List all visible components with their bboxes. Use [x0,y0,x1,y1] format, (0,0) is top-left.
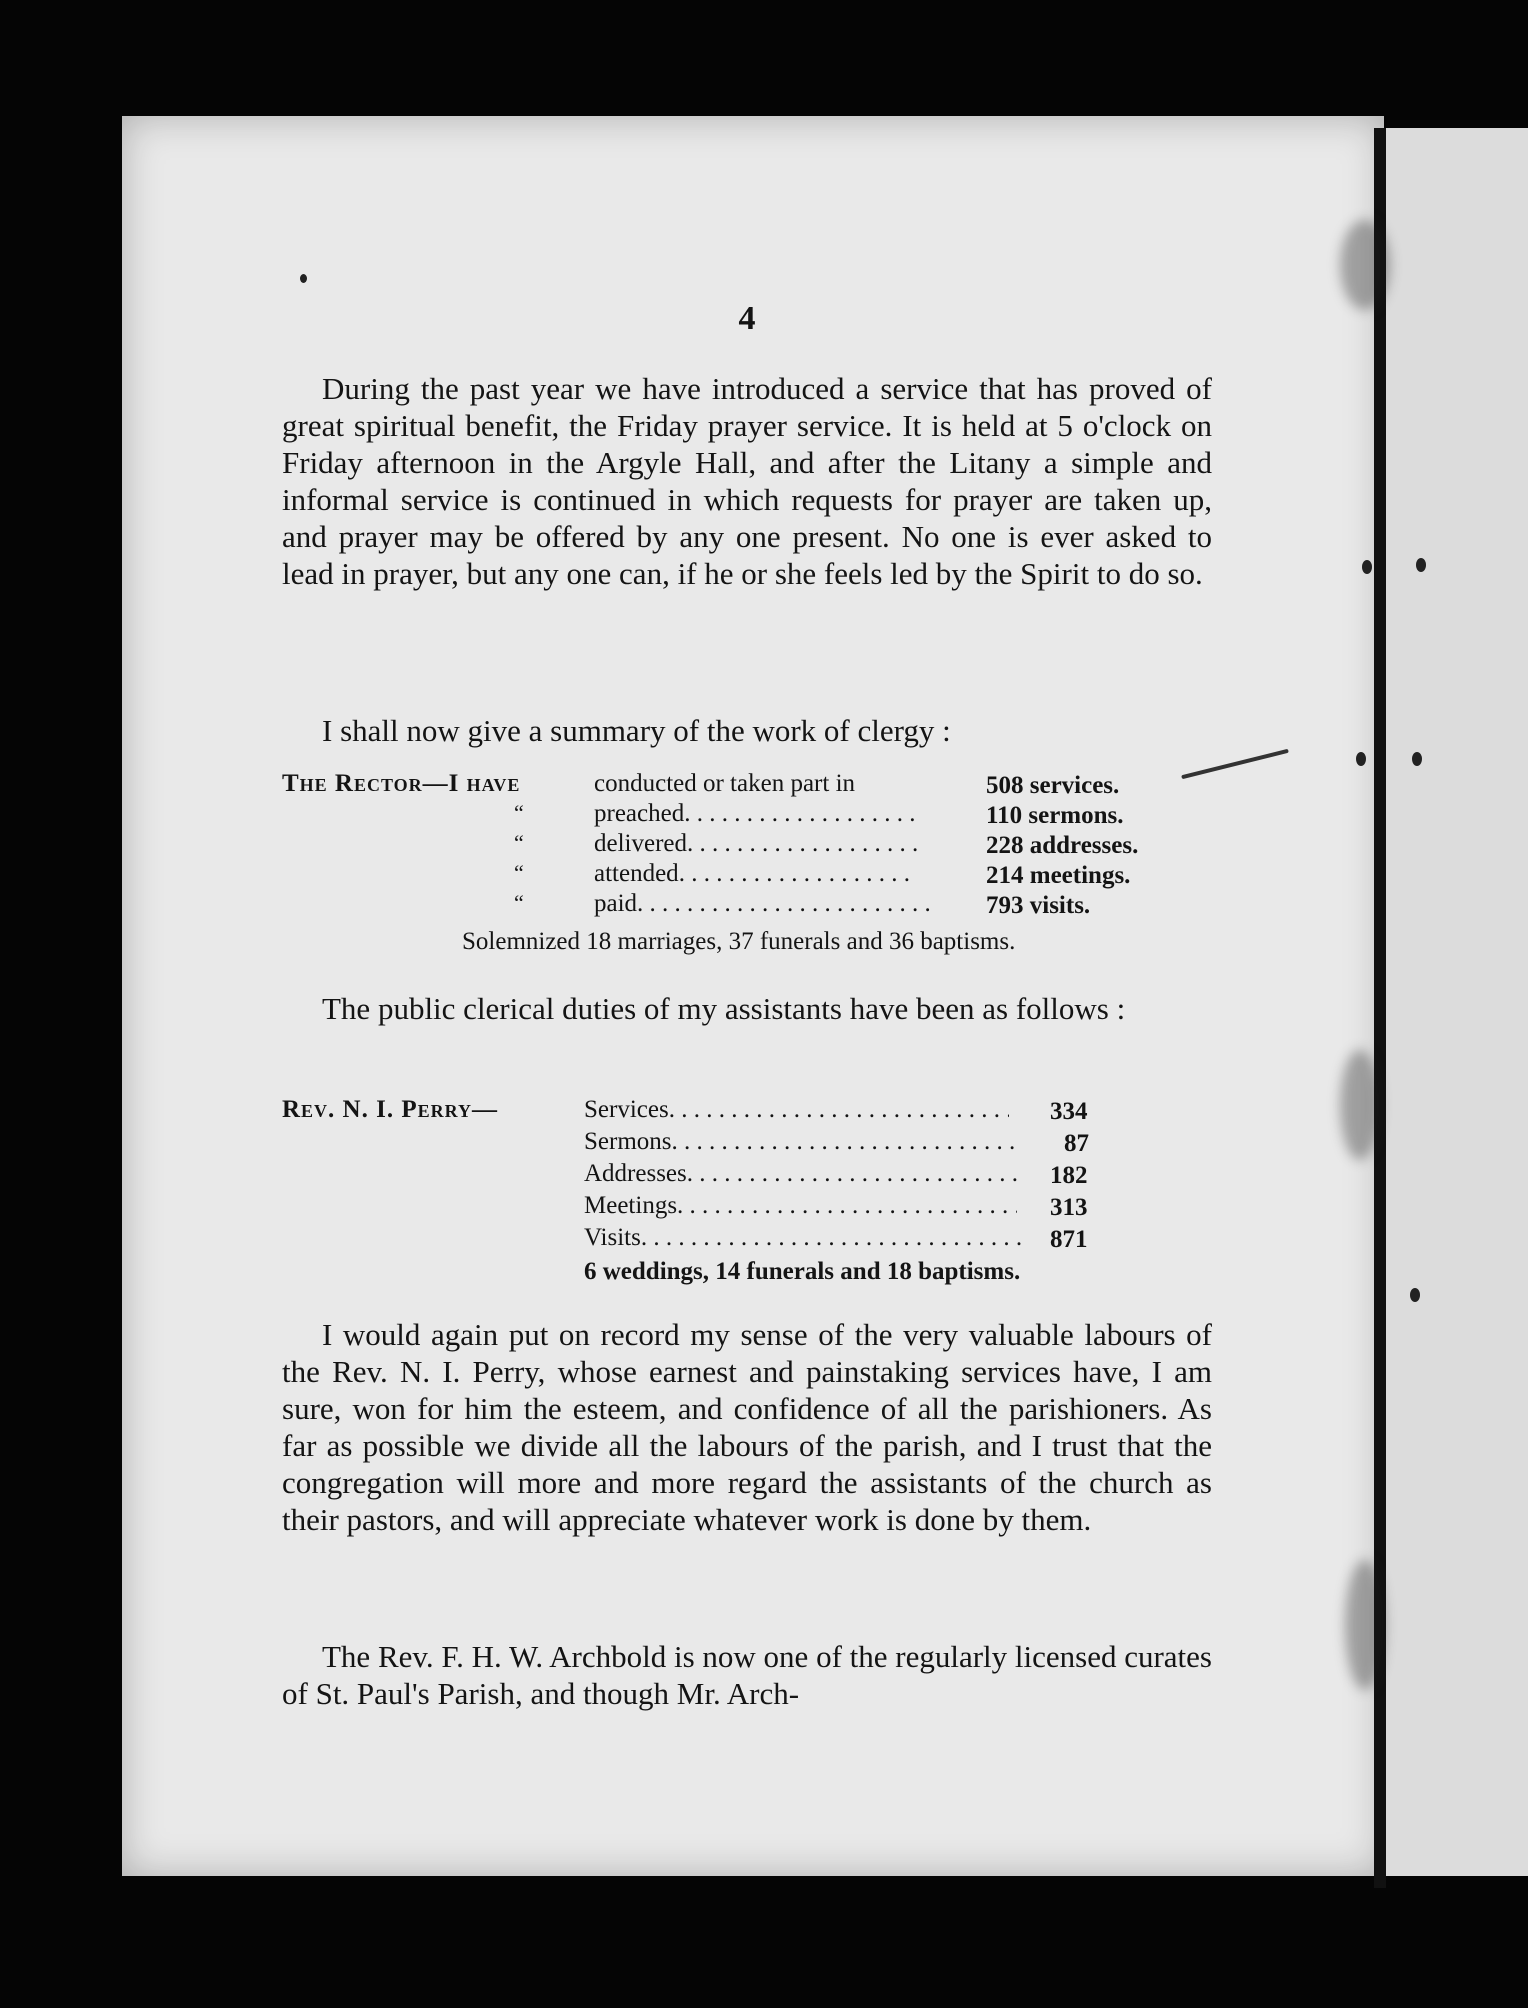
paragraph-text: The Rev. F. H. W. Archbold is now one of the regularly licensed curates of St. Paul's Parish, and though Mr. Arch- [282,1639,1212,1711]
rector-row-value: 793 visits. [986,892,1091,919]
paragraph-summary-intro [282,712,1212,749]
rector-row-value: 110 sermons. [986,802,1124,829]
rector-row-label: preached [594,800,685,827]
adjacent-page-edge [1384,128,1528,1876]
ditto-mark: “ [514,890,524,915]
ink-spot [1412,752,1422,766]
leader-dots [679,860,915,888]
paragraph-text: I would again put on record my sense of the very valuable labours of the Rev. N. I. Perry, whose earnest and painstaking services have, I am sure, won for him the esteem, and confidence of all the parishioners. As far as possible we divide all the labours of the parish, and I trust that the congregation will more and more regard the assistants of the church as their pastors, and will appreciate whatever work is done by them. [282,1317,1212,1537]
ink-spot [300,274,307,283]
ditto-mark: “ [514,800,524,825]
rector-row-label: paid [594,890,638,917]
paragraph-text: I shall now give a summary of the work of clergy : [322,713,951,748]
perry-row-value: 87 [1064,1130,1089,1157]
ink-spot [1410,1288,1420,1302]
perry-row [584,1128,1022,1156]
leader-dots [687,830,923,858]
rector-row-label: delivered [594,830,688,857]
perry-row-label: Visits [584,1224,641,1251]
perry-row [584,1224,1021,1252]
perry-row [584,1096,1009,1124]
perry-row-label: Sermons [584,1128,672,1155]
perry-row-value: 871 [1050,1226,1088,1253]
rector-row [594,830,923,858]
page-number: 4 [738,300,756,337]
perry-summary: 6 weddings, 14 funerals and 18 baptisms. [584,1258,1021,1285]
ink-spot [1362,560,1372,574]
perry-row [584,1192,1017,1220]
perry-row-label: Addresses [584,1160,687,1187]
paragraph-friday-prayer [282,370,1212,592]
paragraph-archbold [282,1638,1212,1712]
rector-row-value: 228 addresses. [986,832,1139,859]
ink-spot [1416,558,1426,572]
leader-dots [672,1128,1022,1156]
leader-dots [684,800,920,828]
rector-row-label: attended [594,860,679,887]
leader-dots [637,890,937,918]
rector-row [594,860,915,888]
rector-heading: The Rector—I have [282,770,521,797]
paragraph-text: During the past year we have introduced a service that has proved of great spiritual benefit, the Friday prayer service. It is held at 5 o'clock on Friday afternoon in the Argyle Hall, and after the Litany a simple and informal service is continued in which requests for prayer are taken up, and prayer may be offered by any one present. No one is ever asked to lead in prayer, but any one can, if he or she feels led by the Spirit to do so. [282,371,1212,591]
paragraph-text: The public clerical duties of my assistants have been as follows : [322,991,1126,1026]
rector-row [594,770,855,798]
perry-row-value: 182 [1050,1162,1088,1189]
rector-row-value: 214 meetings. [986,862,1131,889]
leader-dots [677,1192,1017,1220]
paragraph-assistants-intro [282,990,1212,1027]
ditto-mark: “ [514,830,524,855]
rector-row [594,800,920,828]
ditto-mark: “ [514,860,524,885]
perry-row-value: 334 [1050,1098,1088,1125]
rector-row-label: conducted or taken part in [594,770,856,797]
leader-dots [669,1096,1009,1124]
perry-row-label: Meetings [584,1192,678,1219]
rector-row [594,890,937,918]
perry-row-label: Services [584,1096,669,1123]
smudge [1345,1560,1385,1690]
smudge [1340,1050,1380,1160]
leader-dots [687,1160,1017,1188]
ink-spot [1356,752,1366,766]
perry-row [584,1160,1017,1188]
leader-dots [641,1224,1021,1252]
perry-row-value: 313 [1050,1194,1088,1221]
smudge [1340,220,1390,310]
rector-row-value: 508 services. [986,772,1120,799]
paragraph-perry-praise [282,1316,1212,1538]
rector-summary: Solemnized 18 marriages, 37 funerals and 36 baptisms. [462,928,1016,955]
perry-heading: Rev. N. I. Perry— [282,1096,498,1123]
